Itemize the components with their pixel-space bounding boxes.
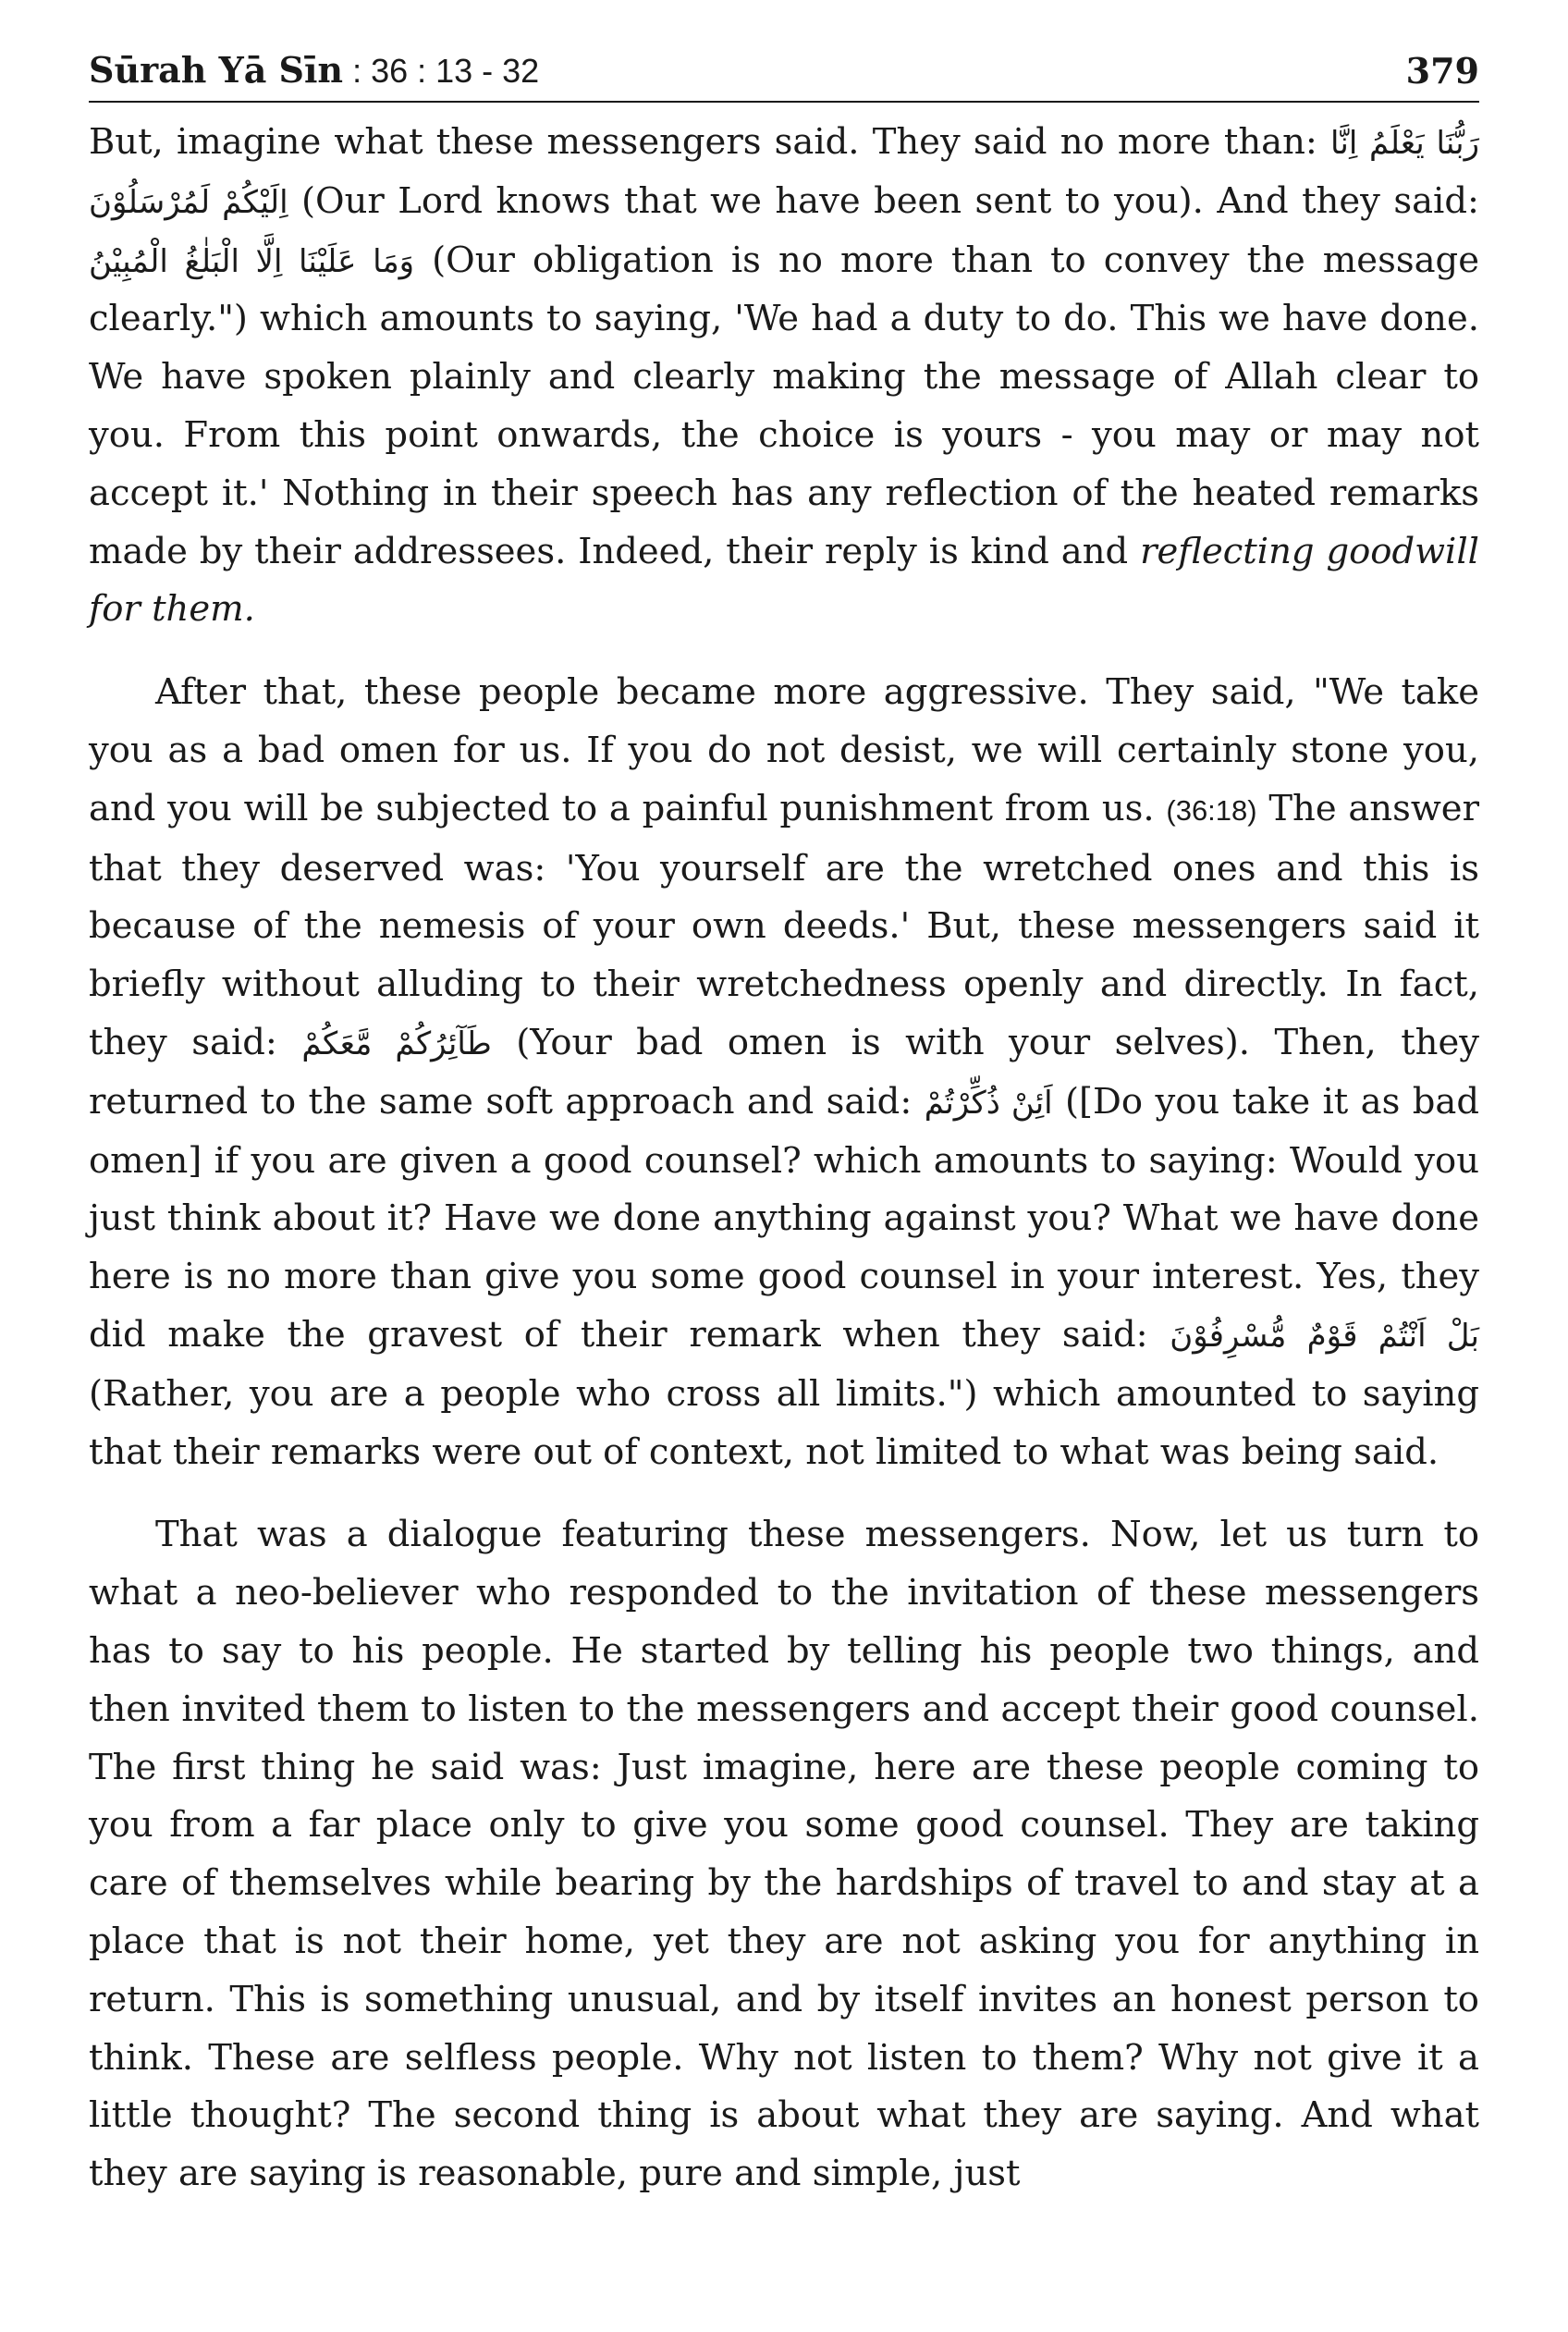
verse-range: : 36 : 13 - 32: [343, 52, 540, 90]
arabic-quote: اَئِنْ ذُكِّرْتُمْ: [924, 1084, 1053, 1122]
arabic-quote: وَمَا عَلَيْنَا اِلَّا الْبَلٰغُ الْمُبِيْنُ: [89, 242, 415, 280]
book-page: [89, 48, 1479, 2203]
running-header: [89, 48, 1479, 103]
paragraph-text: But, imagine what these messengers said. They said no more than:: [89, 121, 1331, 163]
paragraph-text-italic: reflecting goodwill for them.: [89, 530, 1479, 631]
paragraph-text: (Our Lord knows that we have been sent to you). And they said:: [288, 179, 1479, 222]
paragraph-text: (Rather, you are a people who cross all limits.") which amounted to saying that their remarks were out of context, not limited to what was being said.: [89, 1372, 1479, 1473]
paragraph-text: ([Do you take it as bad omen] if you are given a good counsel? which amounts to saying: Would you just think about it? Have we done anything against you? What we have done here is no more than give you some good counsel in your interest. Yes, they did make the gravest of their remark when they said:: [89, 1080, 1479, 1356]
arabic-quote: طَآئِرُكُمْ مَّعَكُمْ: [301, 1025, 492, 1062]
surah-title: Sūrah Yā Sīn: [89, 49, 344, 91]
body-text: [89, 114, 1479, 2203]
verse-citation: (36:18): [1166, 793, 1257, 827]
arabic-quote: رَبُّنَا يَعْلَمُ اِنَّا اِلَيْكُمْ لَمُرْسَلُوْنَ: [89, 125, 1479, 221]
page-number: 379: [1405, 50, 1479, 92]
paragraph-text: (Our obligation is no more than to convey the message clearly.") which amounts to saying, 'We had a duty to do. This we have done. We have spoken plainly and clearly making the message of Allah clear to you. From this point onwards, the choice is yours - you may or may not accept it.' Nothing in their speech has any reflection of the heated remarks made by their addressees. Indeed, their reply is kind and: [89, 239, 1479, 572]
paragraph-text: After that, these people became more aggressive. They said, "We take you as a bad omen for us. If you do not desist, we will certainly stone you, and you will be subjected to a painful punishment from us.: [89, 671, 1479, 829]
paragraph: [89, 664, 1479, 1481]
paragraph-text: That was a dialogue featuring these messengers. Now, let us turn to what a neo-believer who responded to the invitation of these messengers has to say to his people. He started by telling his people two things, and then invited them to listen to the messengers and accept their good counsel. The first thing he said was: Just imagine, here are these people coming to you from a far place only to give you some good counsel. They are taking care of themselves while bearing by the hardships of travel to and stay at a place that is not their home, yet they are not asking you for anything in return. This is something unusual, and by itself invites an honest person to think. These are selfless people. Why not listen to them? Why not give it a little thought? The second thing is about what they are saying. And what they are saying is reasonable, pure and simple, just: [89, 1514, 1479, 2195]
paragraph-text: (Your bad omen is with your selves). Then, they returned to the same soft approach and said:: [89, 1021, 1479, 1123]
arabic-quote: بَلْ اَنْتُمْ قَوْمٌ مُّسْرِفُوْنَ: [1170, 1317, 1479, 1355]
paragraph: [89, 1506, 1479, 2203]
paragraph: [89, 114, 1479, 639]
paragraph-text: The answer that they deserved was: 'You yourself are the wretched ones and this is because of the nemesis of your own deeds.' But, these messengers said it briefly without alluding to their wretchedness openly and directly. In fact, they said:: [89, 787, 1479, 1063]
header-title: [89, 48, 539, 93]
